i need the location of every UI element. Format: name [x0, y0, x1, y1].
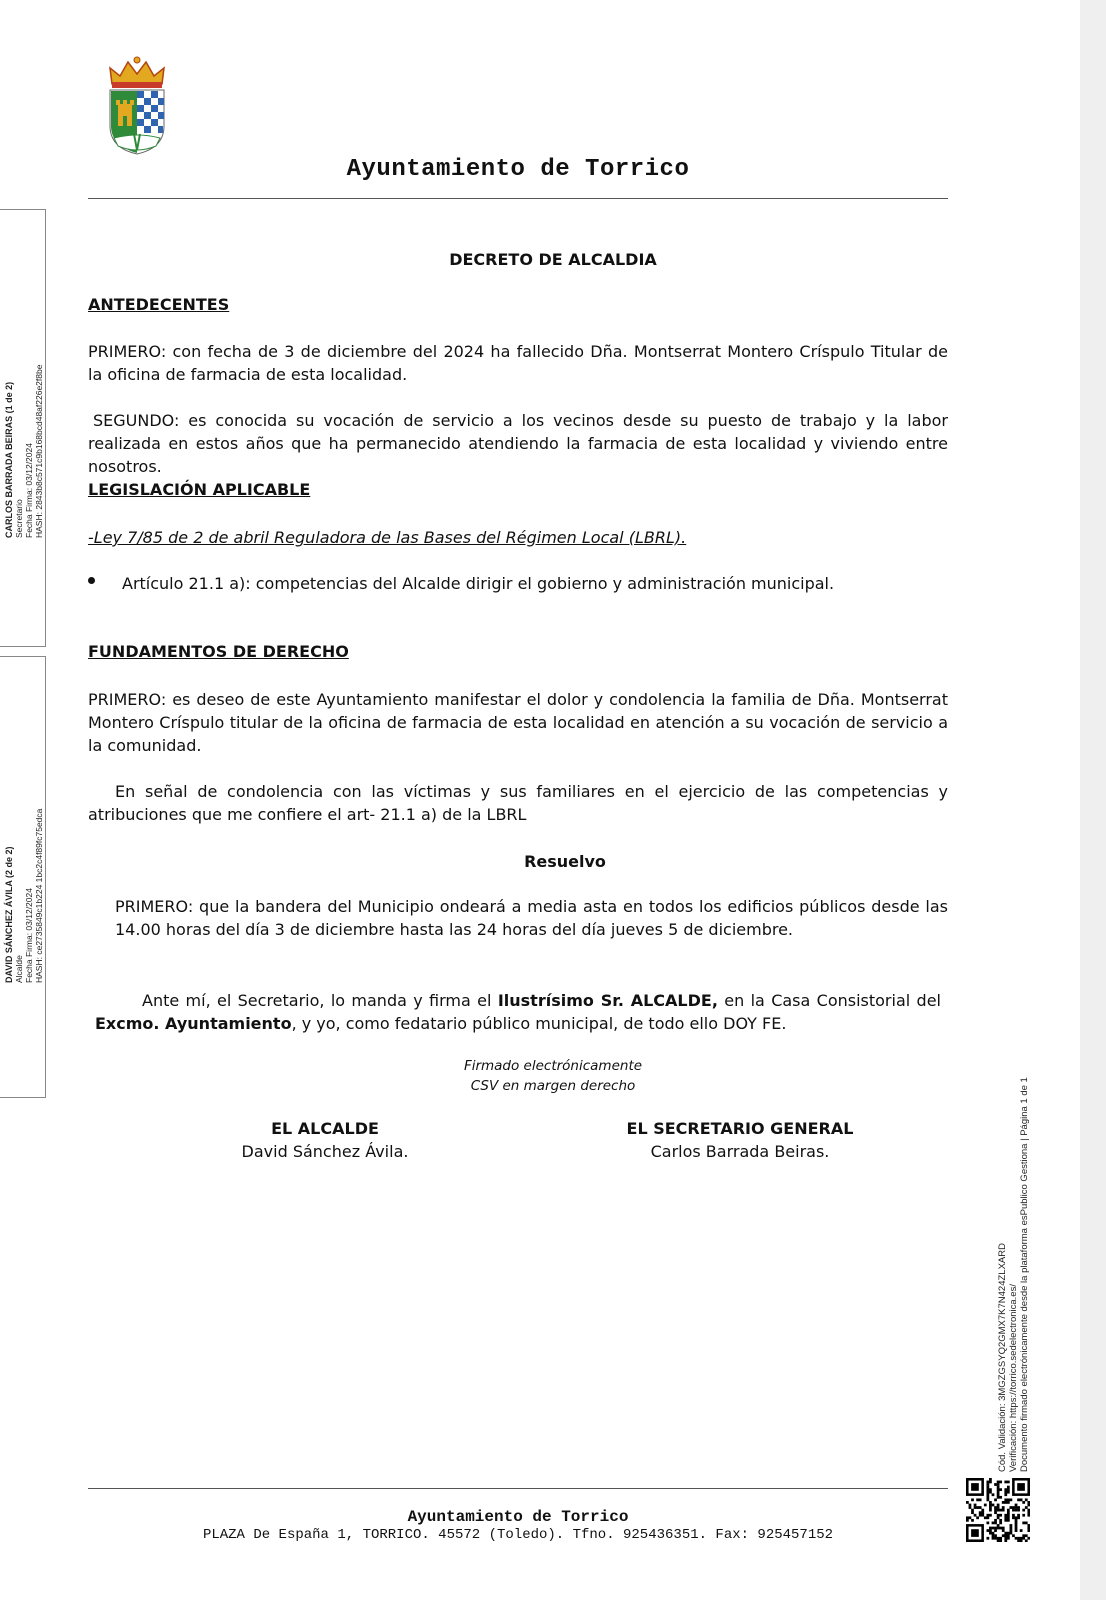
signature-stamp-mayor: DAVID SÁNCHEZ ÁVILA (2 de 2) Alcalde Fecha Firma: 03/12/2024 HASH: ce2735849c1b224 1bc2c4f89fc75edca: [4, 808, 44, 983]
signature-box-mayor: [0, 656, 46, 1098]
signature-box-secretary: [0, 209, 46, 647]
antecedentes-heading: ANTEDECENTES: [88, 295, 230, 314]
header-title: Ayuntamiento de Torrico: [346, 156, 690, 183]
decree-title: DECRETO DE ALCALDIA: [449, 250, 657, 269]
signature-stamp-secretary: CARLOS BARRADA BEIRAS (1 de 2) Secretario Fecha Firma: 03/12/2024 HASH: 2843b8c571c9b168bcd48af226e2f8be: [4, 364, 44, 538]
legislacion-heading: LEGISLACIÓN APLICABLE: [88, 480, 311, 499]
closing-paragraph: Ante mí, el Secretario, lo manda y firma el Ilustrísimo Sr. ALCALDE, en la Casa Consistorial del Excmo. Ayuntamiento, y yo, como fedatario público municipal, de todo ello DOY FE.: [95, 991, 941, 1033]
antecedentes-paragraph-1: PRIMERO: con fecha de 3 de diciembre del 2024 ha fallecido Dña. Montserrat Montero Críspulo Titular de la oficina de farmacia de esta localidad.: [88, 342, 948, 384]
footer-address: PLAZA De España 1, TORRICO. 45572 (Toledo). Tfno. 925436351. Fax: 925457152: [202, 1527, 834, 1543]
secretary-signatory: EL SECRETARIO GENERAL Carlos Barrada Beiras.: [626, 1119, 854, 1161]
law-article-item: Artículo 21.1 a): competencias del Alcalde dirigir el gobierno y administración municipal.: [122, 574, 835, 593]
csv-validation-margin: Cód. Validación: 3MGZGSYQ2GMX7K7N424ZLXARD Verificación: https://torrico.sedelectronica.es/ Documento firmado electrónicamente desde la plataforma esPublico Gestiona | Página 1 de 1: [997, 1077, 1030, 1472]
law-reference: -Ley 7/85 de 2 de abril Reguladora de las Bases del Régimen Local (LBRL).: [88, 528, 687, 547]
fundamentos-paragraph-1: PRIMERO: es deseo de este Ayuntamiento manifestar el dolor y condolencia la familia de Dña. Montserrat Montero Críspulo titular de la oficina de farmacia de esta localidad en atención a su vocación de servicio a la comunidad.: [88, 690, 948, 755]
coat-of-arms-logo: [104, 54, 170, 158]
resuelvo-heading: Resuelvo: [524, 852, 606, 871]
fundamentos-heading: FUNDAMENTOS DE DERECHO: [88, 642, 349, 661]
mayor-signatory: EL ALCALDE David Sánchez Ávila.: [241, 1119, 409, 1161]
footer-divider: [88, 1488, 948, 1489]
resuelvo-paragraph-1: PRIMERO: que la bandera del Municipio ondeará a media asta en todos los edificios públicos desde las 14.00 horas del día 3 de diciembre hasta las 24 horas del día jueves 5 de diciembre.: [115, 897, 948, 939]
antecedentes-paragraph-2: SEGUNDO: es conocida su vocación de servicio a los vecinos desde su puesto de trabajo y la labor realizada en estos años que ha permanecido atendiendo la farmacia de esta localidad y viviendo entre nosotros.: [88, 411, 948, 476]
bullet-icon: [88, 577, 95, 584]
qr-code-icon: [966, 1478, 1030, 1542]
footer-title: Ayuntamiento de Torrico: [407, 1508, 629, 1526]
signed-electronically-note: Firmado electrónicamente CSV en margen derecho: [463, 1058, 643, 1094]
header-divider: [88, 198, 948, 199]
fundamentos-paragraph-2: En señal de condolencia con las víctimas y sus familiares en el ejercicio de las competencias y atribuciones que me confiere el art- 21.1 a) de la LBRL: [88, 782, 948, 824]
